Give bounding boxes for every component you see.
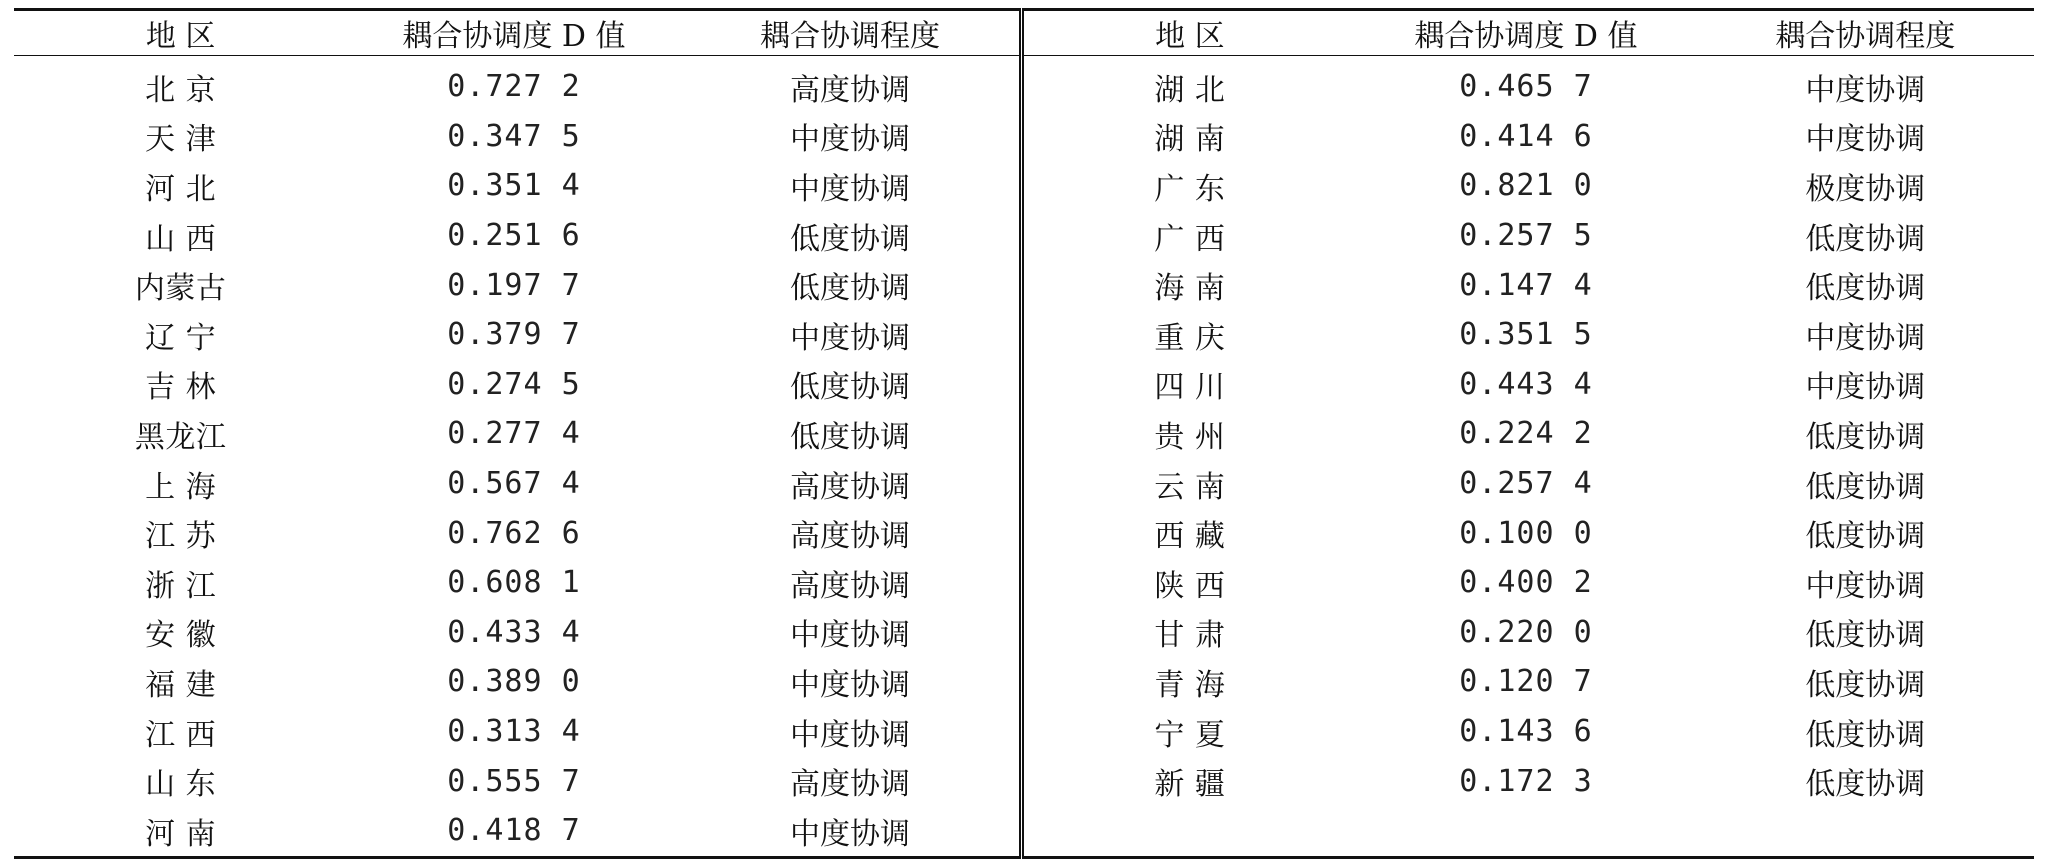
cell-degree-left: 高度协调 — [681, 508, 1022, 558]
cell-dvalue-right: 0.172 3 — [1459, 763, 1593, 799]
cell-degree-left: 低度协调 — [681, 360, 1022, 410]
cell-dvalue-left: 0.555 7 — [447, 763, 581, 799]
cell-dvalue-left: 0.197 7 — [447, 267, 581, 303]
coupling-table-container — [14, 8, 2034, 859]
cell-dvalue-right: 0.120 7 — [1459, 664, 1593, 700]
cell-region-right: 云 南 — [1154, 469, 1226, 505]
table-row — [14, 459, 2034, 509]
cell-degree-left: 高度协调 — [681, 756, 1022, 806]
table-row — [14, 56, 2034, 112]
cell-dvalue-right: 0.220 0 — [1459, 614, 1593, 650]
table-row — [14, 211, 2034, 261]
table-body — [14, 56, 2034, 858]
cell-dvalue-left: 0.727 2 — [447, 69, 581, 105]
cell-degree-right: 低度协调 — [1805, 271, 1926, 307]
cell-dvalue-right: 0.414 6 — [1459, 118, 1593, 154]
cell-degree-left: 中度协调 — [681, 310, 1022, 360]
table-row — [14, 508, 2034, 558]
cell-dvalue-right: 0.100 0 — [1459, 515, 1593, 551]
cell-dvalue-left: 0.274 5 — [447, 366, 581, 402]
header-region-left: 地 区 — [14, 10, 347, 56]
cell-region-right: 广 东 — [1154, 171, 1226, 207]
table-row — [14, 161, 2034, 211]
cell-region-right: 湖 南 — [1154, 122, 1226, 158]
cell-dvalue-left: 0.418 7 — [447, 813, 581, 849]
header-degree-right: 耦合协调程度 — [1697, 10, 2034, 56]
cell-dvalue-right: 0.257 5 — [1459, 218, 1593, 254]
cell-degree-right: 中度协调 — [1805, 122, 1926, 158]
header-dvalue-left: 耦合协调度 D 值 — [347, 10, 680, 56]
cell-region-left: 河 北 — [145, 171, 217, 207]
cell-degree-right: 极度协调 — [1805, 171, 1926, 207]
cell-region-left: 上 海 — [145, 469, 217, 505]
cell-region-right — [1022, 806, 1355, 857]
cell-dvalue-right: 0.257 4 — [1459, 466, 1593, 502]
cell-region-left: 黑龙江 — [134, 419, 227, 455]
header-row — [14, 10, 2034, 56]
cell-region-right: 湖 北 — [1154, 72, 1226, 108]
cell-region-right: 四 川 — [1154, 370, 1226, 406]
cell-region-right: 重 庆 — [1154, 320, 1226, 356]
cell-region-right: 甘 肃 — [1154, 618, 1226, 654]
cell-dvalue-left: 0.608 1 — [447, 565, 581, 601]
cell-dvalue-left: 0.762 6 — [447, 515, 581, 551]
cell-region-left: 北 京 — [145, 72, 217, 108]
cell-dvalue-left: 0.313 4 — [447, 714, 581, 750]
cell-dvalue-right: 0.143 6 — [1459, 714, 1593, 750]
cell-dvalue-right: 0.821 0 — [1459, 168, 1593, 204]
cell-dvalue-right: 0.147 4 — [1459, 267, 1593, 303]
cell-dvalue-left: 0.277 4 — [447, 416, 581, 452]
cell-dvalue-left: 0.379 7 — [447, 317, 581, 353]
cell-region-left: 辽 宁 — [145, 320, 217, 356]
table-row — [14, 360, 2034, 410]
cell-degree-right: 低度协调 — [1805, 469, 1926, 505]
cell-degree-right: 低度协调 — [1805, 717, 1926, 753]
cell-degree-left: 低度协调 — [681, 211, 1022, 261]
cell-region-left: 山 西 — [145, 221, 217, 257]
cell-region-right: 海 南 — [1154, 271, 1226, 307]
header-degree-left: 耦合协调程度 — [681, 10, 1022, 56]
cell-dvalue-right: 0.400 2 — [1459, 565, 1593, 601]
cell-dvalue-left: 0.351 4 — [447, 168, 581, 204]
cell-degree-left: 高度协调 — [681, 558, 1022, 608]
header-region-right: 地 区 — [1022, 10, 1355, 56]
cell-region-left: 内蒙古 — [134, 271, 227, 307]
table-row — [14, 558, 2034, 608]
cell-degree-left: 中度协调 — [681, 657, 1022, 707]
cell-degree-right: 低度协调 — [1805, 618, 1926, 654]
cell-degree-left: 中度协调 — [681, 112, 1022, 162]
cell-dvalue-right: 0.224 2 — [1459, 416, 1593, 452]
cell-degree-left: 低度协调 — [681, 409, 1022, 459]
cell-region-left: 吉 林 — [145, 370, 217, 406]
table-row — [14, 707, 2034, 757]
cell-region-left: 福 建 — [145, 667, 217, 703]
cell-region-right: 陕 西 — [1154, 568, 1226, 604]
cell-degree-left: 中度协调 — [681, 707, 1022, 757]
cell-dvalue-right: 0.465 7 — [1459, 69, 1593, 105]
cell-degree-left: 中度协调 — [681, 608, 1022, 658]
coupling-coordination-table — [14, 8, 2034, 859]
cell-region-right: 青 海 — [1154, 667, 1226, 703]
cell-degree-left: 中度协调 — [681, 161, 1022, 211]
cell-region-left: 江 苏 — [145, 519, 217, 555]
table-row — [14, 756, 2034, 806]
cell-region-right: 新 疆 — [1154, 767, 1226, 803]
cell-degree-right: 低度协调 — [1805, 767, 1926, 803]
cell-degree-right: 低度协调 — [1805, 519, 1926, 555]
cell-degree-left: 中度协调 — [681, 806, 1022, 857]
cell-region-left: 山 东 — [145, 767, 217, 803]
cell-degree-right: 中度协调 — [1805, 320, 1926, 356]
cell-degree-right: 中度协调 — [1805, 72, 1926, 108]
header-dvalue-right: 耦合协调度 D 值 — [1355, 10, 1696, 56]
table-row — [14, 112, 2034, 162]
cell-dvalue-right: 0.443 4 — [1459, 366, 1593, 402]
cell-degree-left: 高度协调 — [681, 56, 1022, 112]
cell-dvalue-right — [1355, 806, 1696, 857]
cell-region-right: 贵 州 — [1154, 419, 1226, 455]
table-row — [14, 608, 2034, 658]
cell-degree-right: 中度协调 — [1805, 370, 1926, 406]
cell-dvalue-left: 0.347 5 — [447, 118, 581, 154]
cell-degree-right: 中度协调 — [1805, 568, 1926, 604]
cell-region-left: 河 南 — [145, 816, 217, 852]
cell-degree-right: 低度协调 — [1805, 419, 1926, 455]
table-row — [14, 260, 2034, 310]
table-row — [14, 409, 2034, 459]
cell-region-left: 浙 江 — [145, 568, 217, 604]
cell-degree-right: 低度协调 — [1805, 667, 1926, 703]
cell-degree-right — [1697, 806, 2034, 857]
cell-degree-right: 低度协调 — [1805, 221, 1926, 257]
cell-region-right: 广 西 — [1154, 221, 1226, 257]
cell-degree-left: 低度协调 — [681, 260, 1022, 310]
table-row — [14, 310, 2034, 360]
cell-dvalue-left: 0.433 4 — [447, 614, 581, 650]
cell-region-left: 江 西 — [145, 717, 217, 753]
cell-region-left: 安 徽 — [145, 618, 217, 654]
cell-region-left: 天 津 — [145, 122, 217, 158]
cell-dvalue-left: 0.251 6 — [447, 218, 581, 254]
cell-dvalue-left: 0.389 0 — [447, 664, 581, 700]
cell-region-right: 宁 夏 — [1154, 717, 1226, 753]
table-row — [14, 657, 2034, 707]
cell-dvalue-right: 0.351 5 — [1459, 317, 1593, 353]
cell-degree-left: 高度协调 — [681, 459, 1022, 509]
table-row — [14, 806, 2034, 857]
cell-dvalue-left: 0.567 4 — [447, 466, 581, 502]
cell-region-right: 西 藏 — [1154, 519, 1226, 555]
